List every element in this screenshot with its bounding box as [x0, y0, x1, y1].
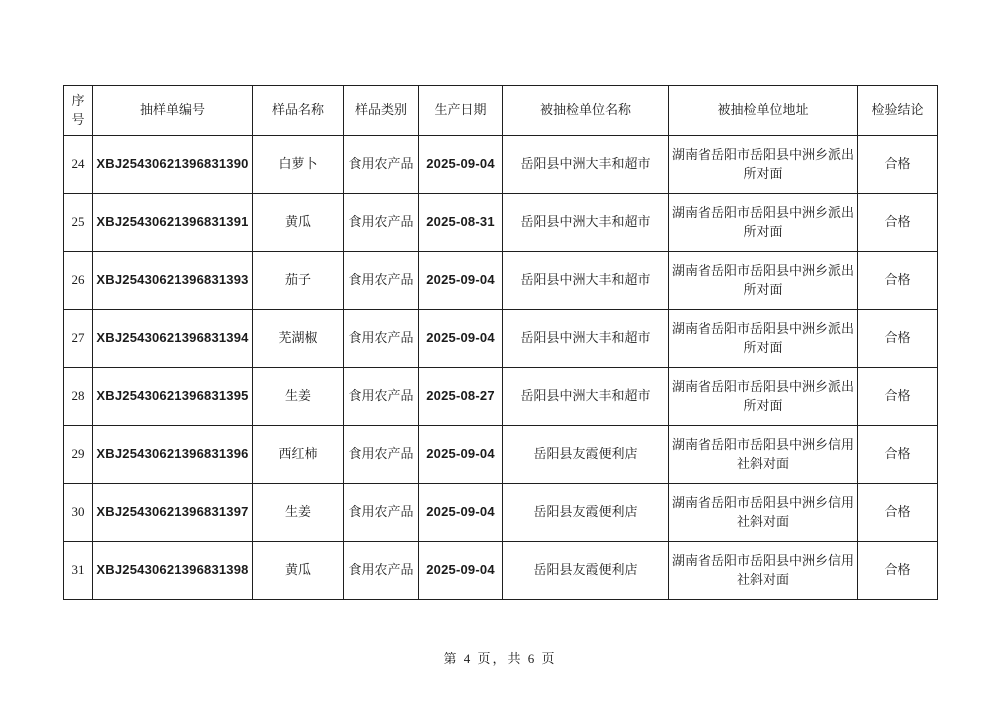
table-header-cell: 被抽检单位名称: [503, 86, 669, 136]
table-row: [64, 484, 938, 542]
table-cell: 2025-08-27: [419, 368, 503, 426]
table-row: [64, 542, 938, 600]
inspection-results-table: [63, 85, 938, 600]
table-cell: 食用农产品: [344, 542, 419, 600]
table-cell: 食用农产品: [344, 426, 419, 484]
table-cell: 29: [64, 426, 93, 484]
table-row: [64, 136, 938, 194]
table-cell: 岳阳县友霞便利店: [503, 484, 669, 542]
table-cell: 西红柿: [253, 426, 344, 484]
table-cell: 岳阳县中洲大丰和超市: [503, 194, 669, 252]
table-cell: XBJ25430621396831396: [93, 426, 253, 484]
table-cell: 合格: [858, 368, 938, 426]
table-cell: XBJ25430621396831390: [93, 136, 253, 194]
table-cell: XBJ25430621396831391: [93, 194, 253, 252]
table-cell: 芜湖椒: [253, 310, 344, 368]
table-row: [64, 252, 938, 310]
table-cell: 2025-08-31: [419, 194, 503, 252]
table-cell: 2025-09-04: [419, 426, 503, 484]
table-cell: 合格: [858, 542, 938, 600]
table-header-cell: 序号: [64, 86, 93, 136]
table-cell: 生姜: [253, 368, 344, 426]
table-cell: 合格: [858, 252, 938, 310]
table-header-cell: 生产日期: [419, 86, 503, 136]
table-header-cell: 样品名称: [253, 86, 344, 136]
page-number: 第 4 页，共 6 页: [443, 651, 557, 666]
table-cell: 生姜: [253, 484, 344, 542]
table-header-cell: 样品类别: [344, 86, 419, 136]
table-cell: 2025-09-04: [419, 252, 503, 310]
table-cell: 湖南省岳阳市岳阳县中洲乡派出所对面: [669, 194, 858, 252]
table-cell: 30: [64, 484, 93, 542]
table-cell: 湖南省岳阳市岳阳县中洲乡派出所对面: [669, 252, 858, 310]
table-cell: 茄子: [253, 252, 344, 310]
table-cell: 26: [64, 252, 93, 310]
table-cell: 食用农产品: [344, 310, 419, 368]
table-cell: 食用农产品: [344, 194, 419, 252]
table-cell: XBJ25430621396831398: [93, 542, 253, 600]
table-cell: 食用农产品: [344, 484, 419, 542]
table-cell: 黄瓜: [253, 542, 344, 600]
table-cell: 岳阳县中洲大丰和超市: [503, 252, 669, 310]
table-cell: 食用农产品: [344, 368, 419, 426]
table-cell: XBJ25430621396831393: [93, 252, 253, 310]
table-cell: XBJ25430621396831395: [93, 368, 253, 426]
table-cell: 岳阳县友霞便利店: [503, 542, 669, 600]
table-cell: 湖南省岳阳市岳阳县中洲乡信用社斜对面: [669, 426, 858, 484]
table-header-cell: 检验结论: [858, 86, 938, 136]
table-cell: 合格: [858, 484, 938, 542]
table-cell: XBJ25430621396831394: [93, 310, 253, 368]
table-row: [64, 310, 938, 368]
table-cell: 食用农产品: [344, 136, 419, 194]
table-cell: 31: [64, 542, 93, 600]
table-cell: XBJ25430621396831397: [93, 484, 253, 542]
table-row: [64, 194, 938, 252]
table-cell: 合格: [858, 136, 938, 194]
table-cell: 岳阳县中洲大丰和超市: [503, 136, 669, 194]
table-cell: 2025-09-04: [419, 484, 503, 542]
table-cell: 24: [64, 136, 93, 194]
table-body: [64, 136, 938, 600]
table-cell: 2025-09-04: [419, 542, 503, 600]
table-cell: 食用农产品: [344, 252, 419, 310]
table-row: [64, 426, 938, 484]
table-cell: 湖南省岳阳市岳阳县中洲乡信用社斜对面: [669, 484, 858, 542]
table-cell: 岳阳县友霞便利店: [503, 426, 669, 484]
table-cell: 28: [64, 368, 93, 426]
table-cell: 湖南省岳阳市岳阳县中洲乡派出所对面: [669, 310, 858, 368]
table-cell: 合格: [858, 426, 938, 484]
table-row: [64, 368, 938, 426]
table-header-row: [64, 86, 938, 136]
table-cell: 黄瓜: [253, 194, 344, 252]
table-cell: 湖南省岳阳市岳阳县中洲乡信用社斜对面: [669, 542, 858, 600]
table-header-cell: 被抽检单位地址: [669, 86, 858, 136]
table-cell: 合格: [858, 310, 938, 368]
table-cell: 2025-09-04: [419, 310, 503, 368]
table-cell: 白萝卜: [253, 136, 344, 194]
table-header-cell: 抽样单编号: [93, 86, 253, 136]
table-cell: 25: [64, 194, 93, 252]
table-cell: 岳阳县中洲大丰和超市: [503, 310, 669, 368]
table-cell: 湖南省岳阳市岳阳县中洲乡派出所对面: [669, 136, 858, 194]
table-cell: 2025-09-04: [419, 136, 503, 194]
table-cell: 湖南省岳阳市岳阳县中洲乡派出所对面: [669, 368, 858, 426]
table-cell: 岳阳县中洲大丰和超市: [503, 368, 669, 426]
table-cell: 合格: [858, 194, 938, 252]
table-cell: 27: [64, 310, 93, 368]
